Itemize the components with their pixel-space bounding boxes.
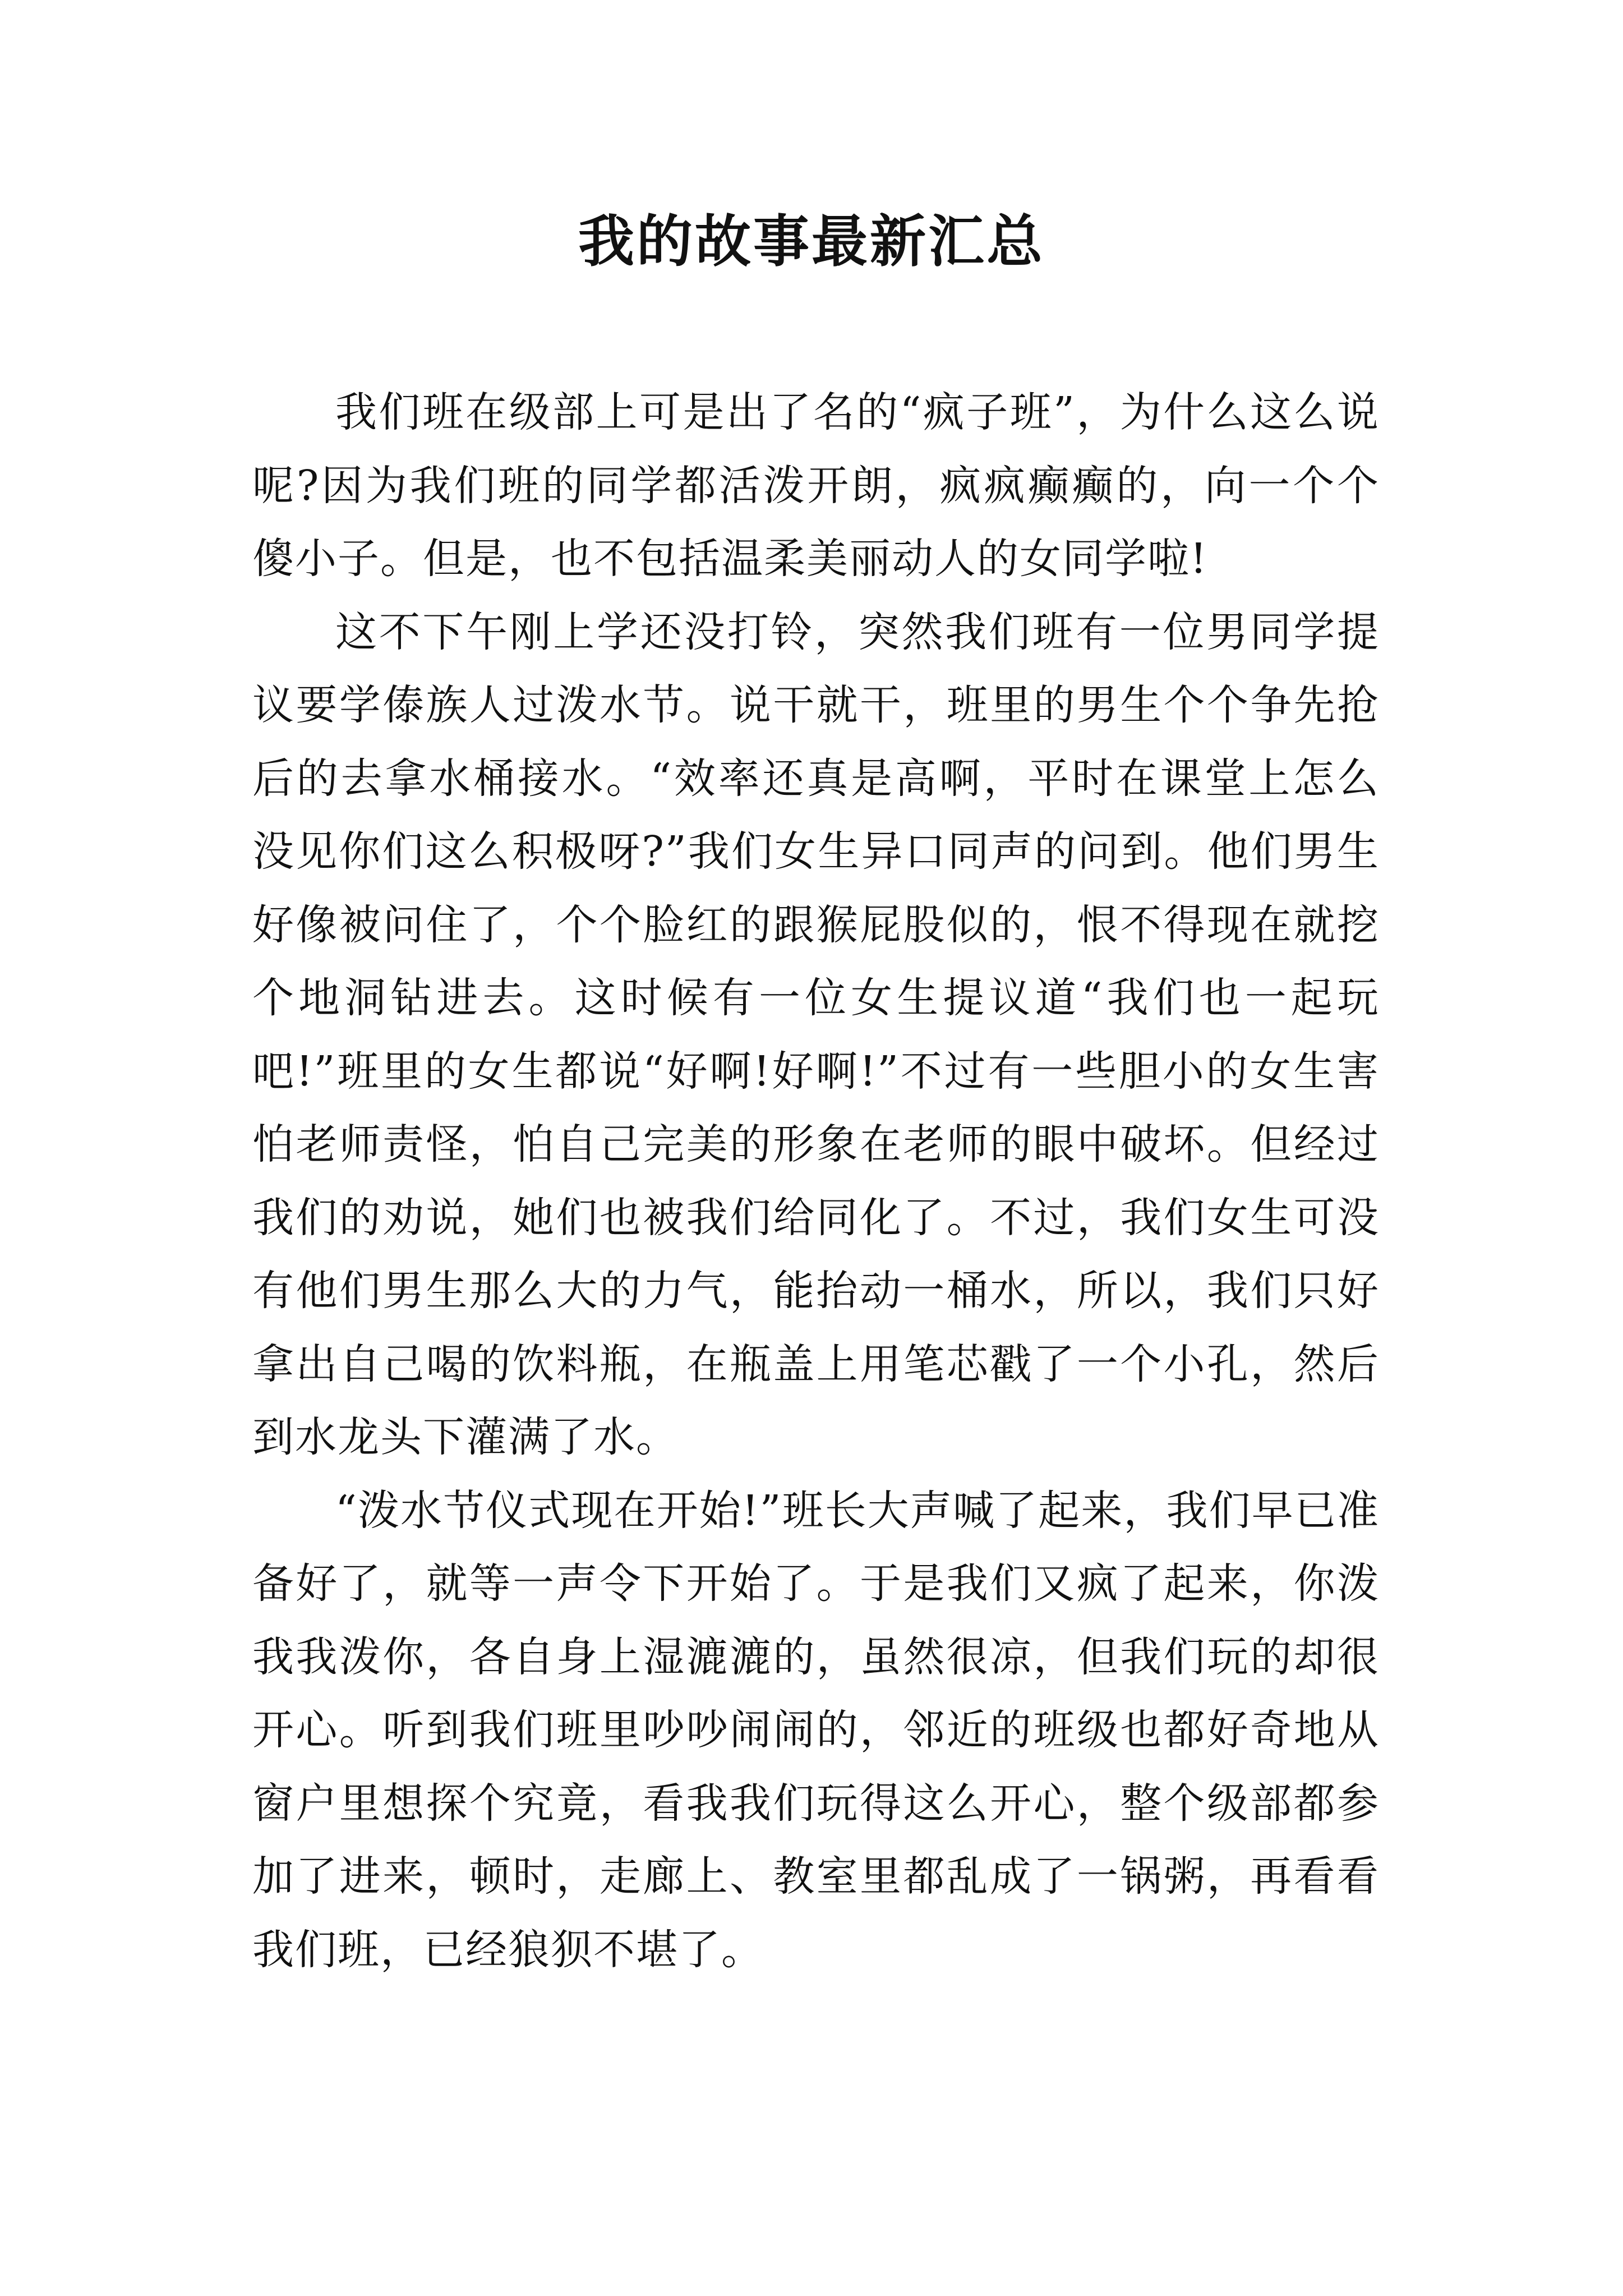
paragraph-2: 这不下午刚上学还没打铃，突然我们班有一位男同学提议要学傣族人过泼水节。说干就干，班里的男生个个争先抢后的去拿水桶接水。“效率还真是高啊，平时在课堂上怎么没见你们这么积极呀?”我们女生异口同声的问到。他们男生好像被问住了，个个脸红的跟猴屁股似的，恨不得现在就挖个地洞钻进去。这时候有一位女生提议道“我们也一起玩吧!”班里的女生都说“好啊!好啊!”不过有一些胆小的女生害怕老师责怪，怕自己完美的形象在老师的眼中破坏。但经过我们的劝说，她们也被我们给同化了。不过，我们女生可没有他们男生那么大的力气，能抬动一桶水，所以，我们只好拿出自己喝的饮料瓶，在瓶盖上用笔芯戳了一个小孔，然后到水龙头下灌满了水。 xyxy=(252,608,1380,1461)
paragraph-3: “泼水节仪式现在开始!”班长大声喊了起来，我们早已准备好了，就等一声令下开始了。于是我们又疯了起来，你泼我我泼你，各自身上湿漉漉的，虽然很凉，但我们玩的却很开心。听到我们班里吵吵闹闹的，邻近的班级也都好奇地从窗户里想探个究竟，看我我们玩得这么开心，整个级部都参加了进来，顿时，走廊上、教室里都乱成了一锅粥，再看看我们班，已经狼狈不堪了。 xyxy=(252,1486,1380,1974)
document-title: 我的故事最新汇总 xyxy=(578,208,1045,274)
paragraph-1: 我们班在级部上可是出了名的“疯子班”，为什么这么说呢?因为我们班的同学都活泼开朗，疯疯癫癫的，向一个个傻小子。但是，也不包括温柔美丽动人的女同学啦! xyxy=(252,388,1380,583)
document-body xyxy=(252,376,1380,1986)
